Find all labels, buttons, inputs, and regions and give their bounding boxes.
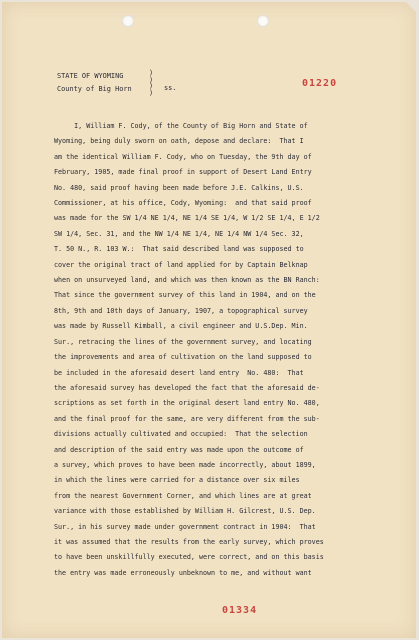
venue-brace: ) ) ) ) (149, 69, 154, 97)
body-line: when on unsurveyed land, and which was then known as the BN Ranch: (54, 276, 320, 285)
body-line: it was assumed that the results from the early survey, which proves (54, 537, 324, 546)
page-number-stamp-top: 01220 (302, 78, 338, 89)
body-line: variance with those established by William H. Gilcrest, U.S. Dep. (54, 507, 316, 516)
body-line: No. 480, said proof having been made before J.E. Calkins, U.S. (54, 183, 304, 192)
affidavit-body (54, 119, 394, 581)
body-line: Commissioner, at his office, Cody, Wyoming: and that said proof (54, 199, 312, 208)
body-line: was made by Russell Kimball, a civil engineer and U.S.Dep. Min. (54, 322, 308, 331)
body-line: SW 1/4, Sec. 31, and the NW 1/4 NE 1/4, NE 1/4 NW 1/4 Sec. 32, (54, 229, 304, 238)
body-line: Sur., in his survey made under government contract in 1904: That (54, 522, 316, 531)
body-line: Sur., retracing the lines of the government survey, and locating (54, 337, 312, 346)
body-line: scriptions as set forth in the original desert land entry No. 480, (54, 399, 320, 408)
body-line: be included in the aforesaid desert land entry No. 480: That (54, 368, 304, 377)
document-page (2, 2, 416, 638)
venue-ss: ss. (164, 84, 177, 92)
venue-county: County of Big Horn (57, 85, 132, 93)
body-line: 8th, 9th and 10th days of January, 1907, a topographical survey (54, 306, 308, 315)
body-line: February, 1905, made final proof in support of Desert Land Entry (54, 168, 312, 177)
body-line: I, William F. Cody, of the County of Big Horn and State of (54, 122, 308, 130)
body-line: Wyoming, being duly sworn on oath, depose and declare: That I (54, 137, 304, 146)
body-line: from the nearest Government Corner, and which lines are at great (54, 491, 312, 500)
body-line: to have been unskillfully executed, were correct, and on this basis (54, 553, 324, 562)
body-line: in which the lines were carried for a distance over six miles (54, 476, 300, 485)
punch-hole-left (122, 15, 134, 27)
body-line: divisions actually cultivated and occupied: That the selection (54, 430, 308, 439)
body-line: the entry was made erroneously unbeknown to me, and without want (54, 568, 312, 577)
venue-block (57, 70, 132, 96)
body-line: and the final proof for the same, are very different from the sub- (54, 414, 320, 423)
body-line: the aforesaid survey has developed the fact that the aforesaid de- (54, 383, 320, 392)
body-line: was made for the SW 1/4 NE 1/4, NE 1/4 SE 1/4, W 1/2 SE 1/4, E 1/2 (54, 214, 320, 223)
body-line: am the identical William F. Cody, who on Tuesday, the 9th day of (54, 152, 312, 161)
punch-hole-right (257, 15, 269, 27)
venue-state: STATE OF WYOMING (57, 72, 124, 80)
page-number-stamp-bottom: 01334 (222, 605, 258, 616)
body-line: and description of the said entry was made upon the outcome of (54, 445, 304, 454)
body-line: T. 50 N., R. 103 W.: That said described land was supposed to (54, 245, 304, 254)
body-line: a survey, which proves to have been made incorrectly, about 1899, (54, 460, 316, 469)
body-line: That since the government survey of this land in 1904, and on the (54, 291, 316, 300)
body-line: cover the original tract of land applied for by Captain Belknap (54, 260, 308, 269)
body-line: the improvements and area of cultivation on the land supposed to (54, 353, 312, 362)
corner-fold (406, 2, 416, 12)
